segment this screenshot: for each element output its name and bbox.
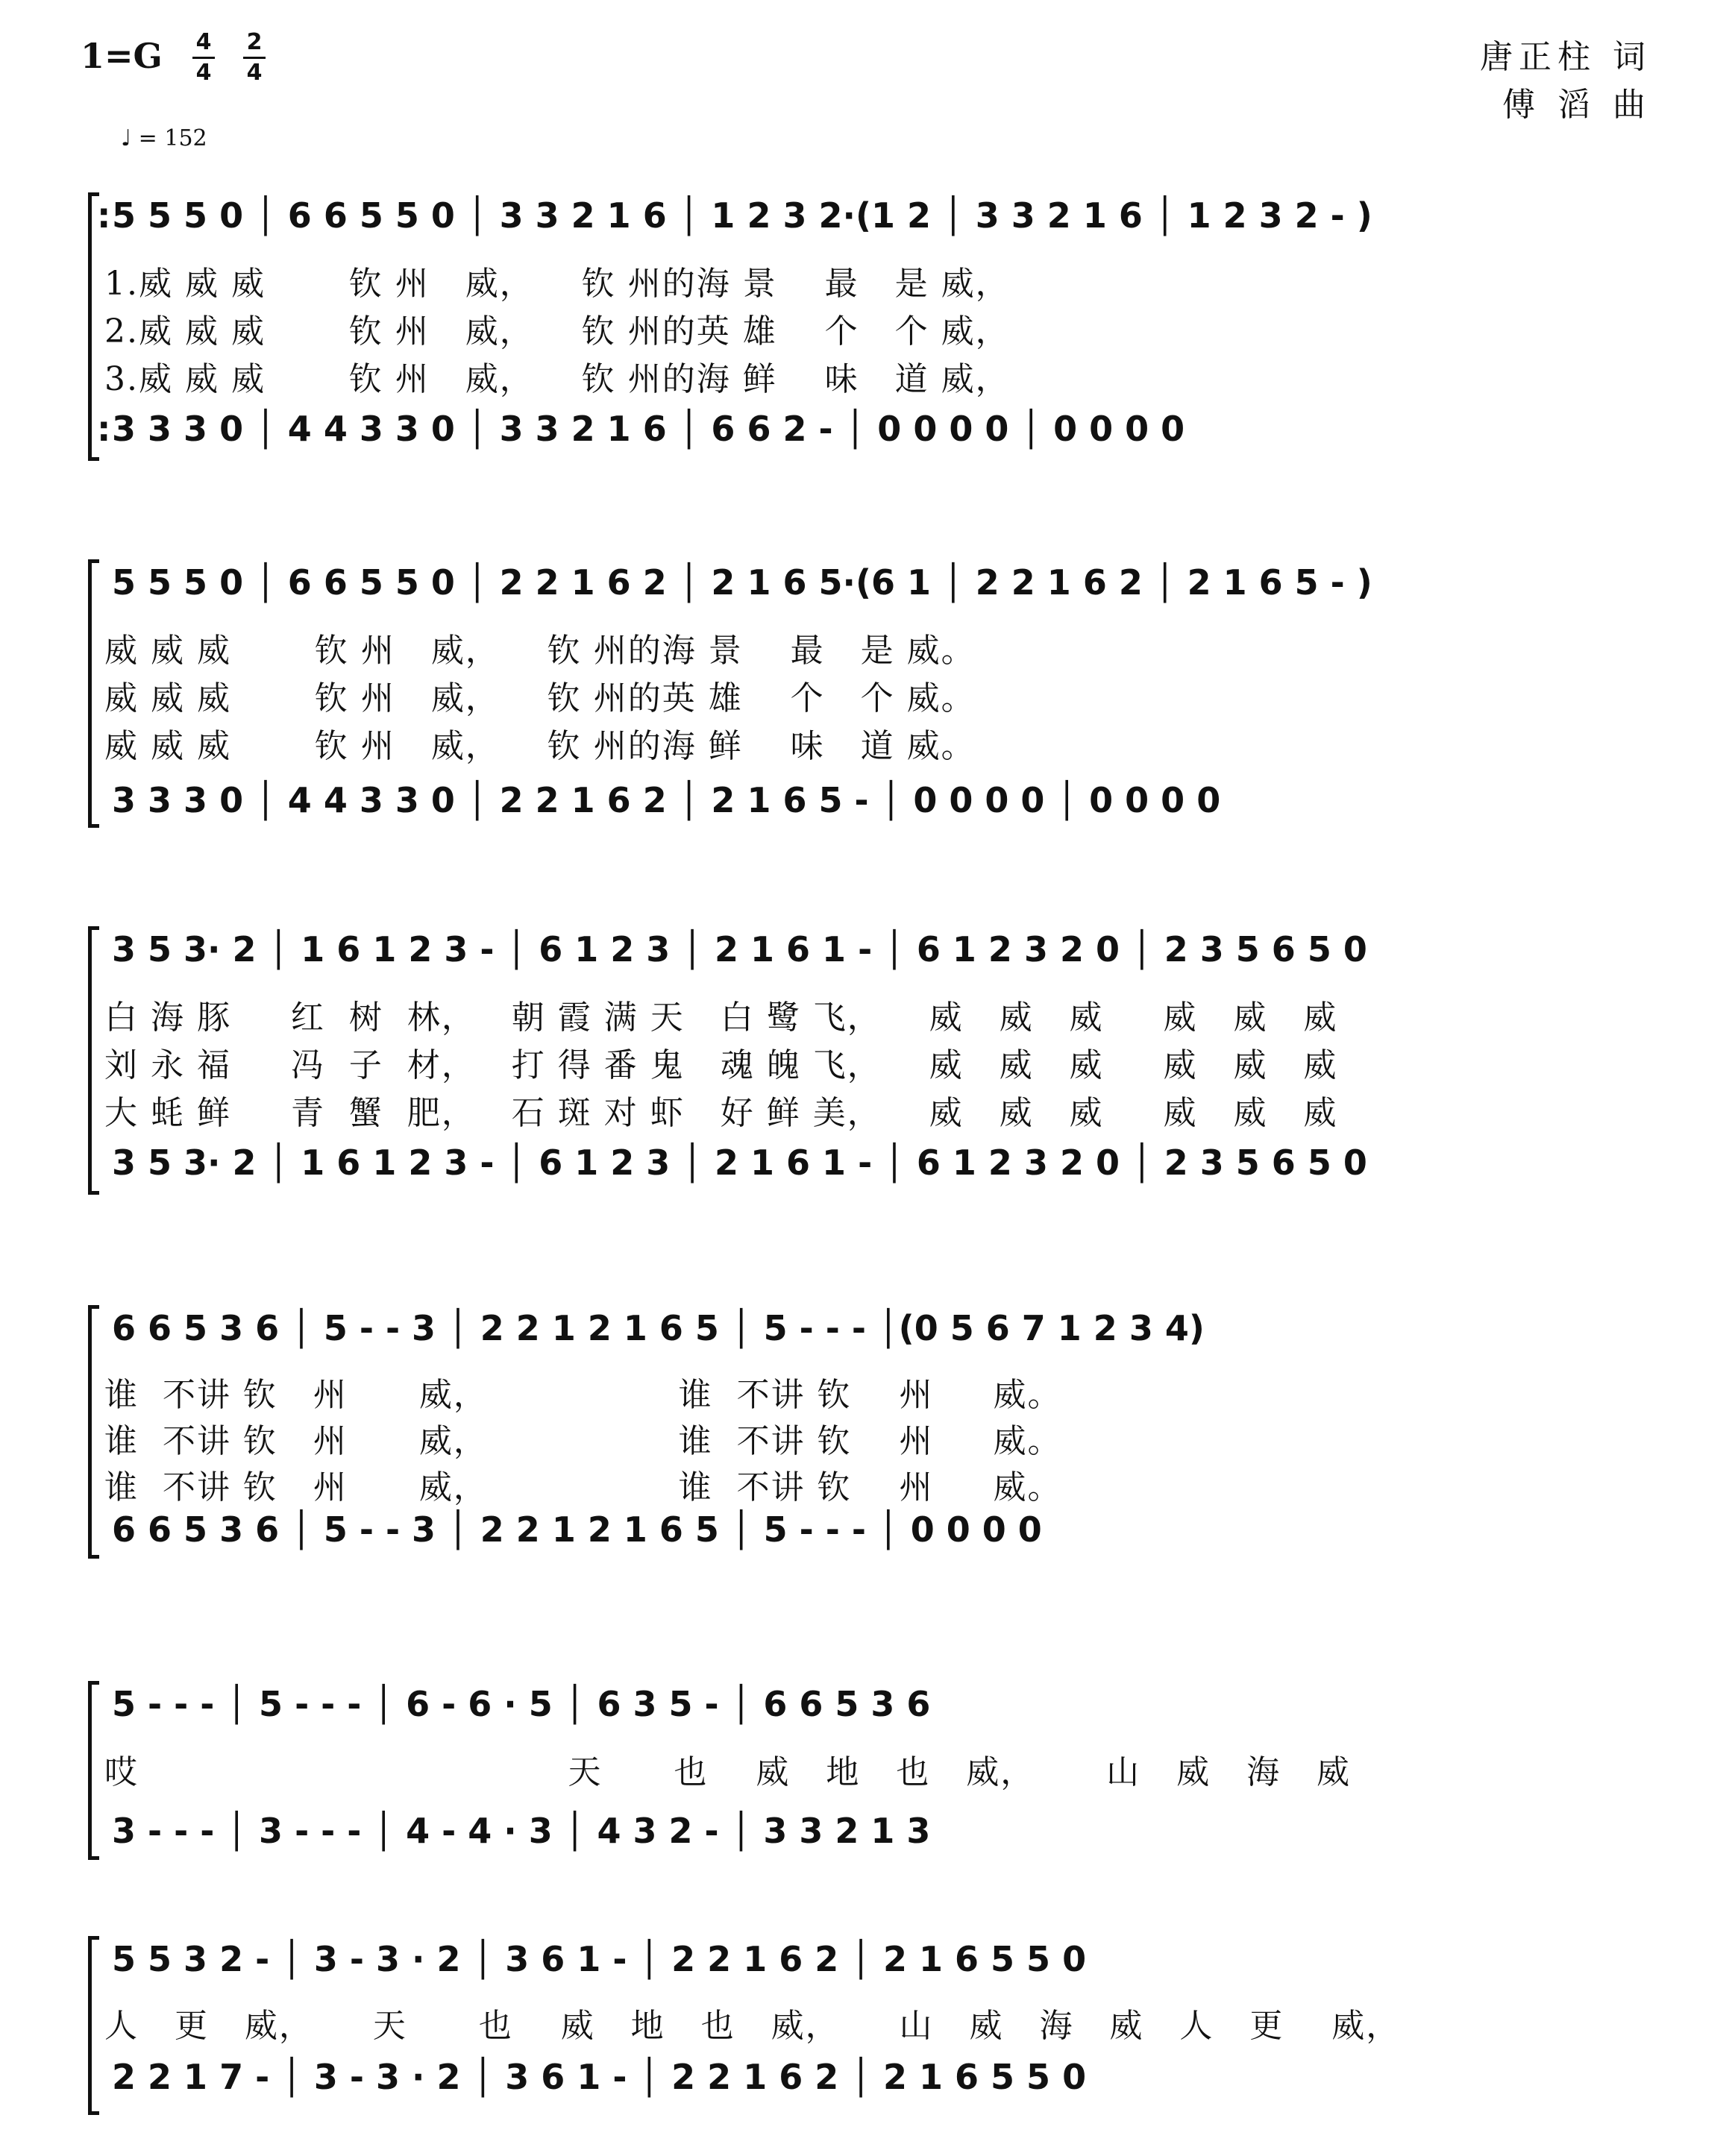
time-sig-2-top: 2 [246,29,263,55]
repeat-sign-start: : [97,195,111,236]
lyricist-credit: 唐正柱 词 [1480,38,1651,76]
system-brace [88,1681,99,1860]
upper-voice-notes: 5 5 5 0 │ 6 6 5 5 0 │ 3 3 2 1 6 │ 1 2 3 2·(1 2 │ 3 3 2 1 6 │ 1 2 3 2 - ) [112,195,1372,236]
upper-voice-notes: 5 5 5 0 │ 6 6 5 5 0 │ 2 2 1 6 2 │ 2 1 6 5·(6 1 │ 2 2 1 6 2 │ 2 1 6 5 - ) [112,562,1372,603]
time-sig-1-bottom: 4 [195,60,212,86]
upper-voice-notes: 6 6 5 3 6 │ 5 - - 3 │ 2 2 1 2 1 6 5 │ 5 - - - │(0 5 6 7 1 2 3 4) [112,1308,1205,1348]
time-sig-2-bottom: 4 [246,60,263,86]
repeat-sign-lower: : [97,409,111,449]
lyric-verse-2: 2.威 威 威 钦 州 威， 钦 州的英 雄 个 个 威， [104,312,1010,351]
upper-voice-notes: 3 5 3· 2 │ 1 6 1 2 3 - │ 6 1 2 3 │ 2 1 6 1 - │ 6 1 2 3 2 0 │ 2 3 5 6 5 0 [112,929,1367,969]
lyric-verse-1: 人 更 威， 天 也 威 地 也 威， 山 威 海 威 人 更 威， [104,2007,1401,2045]
time-signature-2 [243,30,266,86]
lower-voice-notes: 3 3 3 0 │ 4 4 3 3 0 │ 2 2 1 6 2 │ 2 1 6 5 - │ 0 0 0 0 │ 0 0 0 0 [112,780,1221,820]
upper-voice-notes: 5 5 3 2 - │ 3 - 3 · 2 │ 3 6 1 - │ 2 2 1 6 2 │ 2 1 6 5 5 0 [112,1939,1087,1979]
time-signature-1 [192,30,215,86]
tempo-marking: ♩ = 152 [121,125,207,151]
lyric-verse-3: 谁 不讲 钦 州 威， 谁 不讲 钦 州 威。 [104,1468,1062,1506]
system-brace [88,926,99,1195]
lyric-verse-1: 白 海 豚 红 树 林， 朝 霞 满 天 白 鹭 飞， 威 威 威 威 威 威 [104,999,1338,1037]
time-sig-1-top: 4 [195,29,212,55]
lyric-verse-1: 1.威 威 威 钦 州 威， 钦 州的海 景 最 是 威， [104,265,1010,303]
lyric-verse-1: 谁 不讲 钦 州 威， 谁 不讲 钦 州 威。 [104,1376,1062,1414]
lyric-verse-3: 威 威 威 钦 州 威， 钦 州的海 鲜 味 道 威。 [104,727,976,765]
lower-voice-notes: 6 6 5 3 6 │ 5 - - 3 │ 2 2 1 2 1 6 5 │ 5 - - - │ 0 0 0 0 [112,1509,1042,1550]
system-brace [88,1936,99,2115]
lower-voice-notes: 2 2 1 7 - │ 3 - 3 · 2 │ 3 6 1 - │ 2 2 1 6 2 │ 2 1 6 5 5 0 [112,2057,1087,2097]
system-brace [88,1305,99,1559]
lower-voice-notes: 3 3 3 0 │ 4 4 3 3 0 │ 3 3 2 1 6 │ 6 6 2 - │ 0 0 0 0 │ 0 0 0 0 [112,409,1185,449]
lyric-verse-2: 威 威 威 钦 州 威， 钦 州的英 雄 个 个 威。 [104,679,976,717]
upper-voice-notes: 5 - - - │ 5 - - - │ 6 - 6 · 5 │ 6 3 5 - │ 6 6 5 3 6 [112,1684,931,1724]
lyric-verse-2: 刘 永 福 冯 子 材， 打 得 番 鬼 魂 魄 飞， 威 威 威 威 威 威 [104,1046,1338,1084]
lower-voice-notes: 3 5 3· 2 │ 1 6 1 2 3 - │ 6 1 2 3 │ 2 1 6 1 - │ 6 1 2 3 2 0 │ 2 3 5 6 5 0 [112,1143,1367,1183]
lyric-verse-1: 哎 天 也 威 地 也 威， 山 威 海 威 [104,1753,1352,1791]
lyric-verse-2: 谁 不讲 钦 州 威， 谁 不讲 钦 州 威。 [104,1422,1062,1460]
composer-credit: 傅 滔 曲 [1502,86,1651,124]
key-signature: 1=G [81,36,163,76]
system-brace [88,559,99,828]
lower-voice-notes: 3 - - - │ 3 - - - │ 4 - 4 · 3 │ 4 3 2 - │ 3 3 2 1 3 [112,1811,931,1851]
lyric-verse-3: 3.威 威 威 钦 州 威， 钦 州的海 鲜 味 道 威， [104,360,1010,398]
lyric-verse-3: 大 蚝 鲜 青 蟹 肥， 石 斑 对 虾 好 鲜 美， 威 威 威 威 威 威 [104,1094,1338,1132]
lyric-verse-1: 威 威 威 钦 州 威， 钦 州的海 景 最 是 威。 [104,632,976,670]
